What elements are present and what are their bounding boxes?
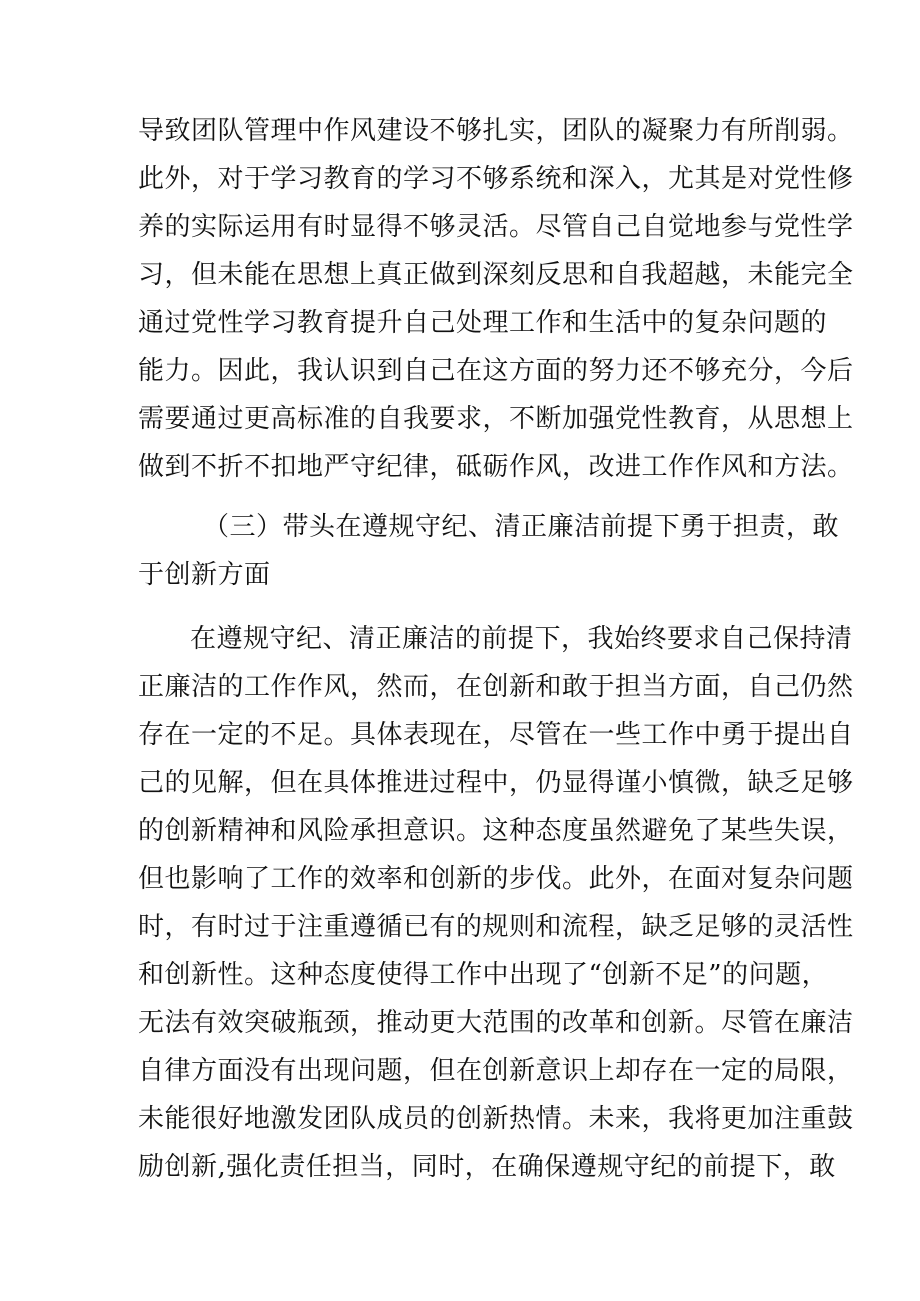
text-line: 需要通过更高标准的自我要求，不断加强党性教育，从思想上 [138,404,854,434]
text-line: 己的见解，但在具体推进过程中，仍显得谨小慎微，缺乏足够 [138,768,854,798]
text-line: 养的实际运用有时显得不够灵活。尽管自己自觉地参与党性学 [138,212,854,242]
heading-line: （三）带头在遵规守纪、清正廉洁前提下勇于担责，敢 [203,512,840,542]
text-line: 无法有效突破瓶颈，推动更大范围的改革和创新。尽管在廉洁 [138,1008,854,1038]
text-line: 习，但未能在思想上真正做到深刻反思和自我超越，未能完全 [138,260,854,290]
text-line: 导致团队管理中作风建设不够扎实，团队的凝聚力有所削弱。 [138,116,854,146]
text-line: 此外，对于学习教育的学习不够系统和深入，尤其是对党性修 [138,164,854,194]
text-line: 正廉洁的工作作风，然而，在创新和敢于担当方面，自己仍然 [138,672,854,702]
text-line: 做到不折不扣地严守纪律，砥砺作风，改进工作作风和方法。 [138,452,854,482]
text-line: 自律方面没有出现问题，但在创新意识上却存在一定的局限， [138,1056,854,1086]
text-line: 存在一定的不足。具体表现在，尽管在一些工作中勇于提出自 [138,720,854,750]
text-line: 时，有时过于注重遵循已有的规则和流程，缺乏足够的灵活性 [138,912,854,942]
text-line: 和创新性。这种态度使得工作中出现了“创新不足”的问题， [138,960,829,990]
text-line: 在遵规守纪、清正廉洁的前提下，我始终要求自己保持清 [190,624,853,654]
text-line: 励创新,强化责任担当，同时，在确保遵规守纪的前提下，敢 [138,1152,836,1182]
text-line: 未能很好地激发团队成员的创新热情。未来，我将更加注重鼓 [138,1104,854,1134]
text-line: 通过党性学习教育提升自己处理工作和生活中的复杂问题的 [138,308,828,338]
text-line: 但也影响了工作的效率和创新的步伐。此外，在面对复杂问题 [138,864,854,894]
text-line: 能力。因此，我认识到自己在这方面的努力还不够充分，今后 [138,356,854,386]
text-line: 的创新精神和风险承担意识。这种态度虽然避免了某些失误， [138,816,854,846]
heading-line: 于创新方面 [138,560,271,590]
